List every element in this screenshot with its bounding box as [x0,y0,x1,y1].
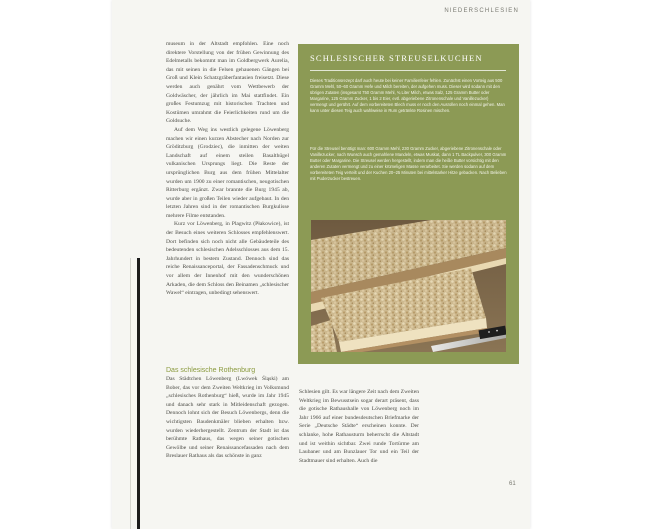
cake-illustration [311,220,506,352]
section-subheading: Das schlesische Rothenburg [166,367,256,374]
body-column-left-bottom [166,375,289,461]
recipe-text-dough [310,78,507,113]
paragraph: Auf dem Weg ins westlich gelegene Löwenberg machen wir einen kurzen Abstecher nach Norden zur Gröditzburg (Grodziec), die inmitten der weiten Landschaft auf einem steilen Basalthügel vulkanischen Ursprungs liegt. Die Reste der ursprünglichen Burg aus dem frühen Mittelalter wurden um 1900 zu einer romantischen, neugotischen Ritterburg ergänzt. Zwar brannte die Burg 1945 ab, wurde aber in großen Teilen wieder aufgebaut. In den letzten Jahren sind in der romantischen Burgkulisse mehrere Filme entstanden. [166,126,289,219]
page-number: 61 [509,481,516,487]
paragraph: museum in der Altstadt empfohlen. Eine noch direktere Vorstellung von der frühen Gewinnung des Edelmetalls bekommt man im Goldbergwerk Aurelia, das mit seinen in die Felsen gehauenen Gängen bei Groß und Klein Schatzgräberfantasien freisetzt. Diese werden auch genährt vom Wettbewerb der Goldwäscher, der jährlich im Mai stattfindet. Ein großes Festumzug mit historischen Trachten und Kostümen umrahmt die Feierlichkeiten rund um die Goldsuche. [166,41,289,125]
paragraph: Das Städtchen Löwenberg (Lwówek Śląski) am Bober, das vor dem Zweiten Weltkrieg im Volksmund „schlesisches Rothenburg“ hieß, wurde im Jahr 1945 und danach sehr stark in Mitleidenschaft gezogen. Dennoch lohnt sich der Besuch Löwenbergs, denn die wichtigsten Baudenkmäler blieben erhalten bzw. wurden wiederhergestellt. Zentrum der Stadt ist das berühmte Rathaus, das wegen seiner gotischen Gewölbe und seiner Renaissancefassaden nach dem Breslauer Rathaus als das schönste in ganz [166,376,289,460]
book-spine-edge [137,258,140,529]
body-column-right-bottom [299,388,419,465]
recipe-box [298,44,519,364]
paragraph: Schlesien gilt. Es war längere Zeit nach dem Zweiten Weltkrieg im Bewusstsein sogar derart präsent, dass die gotische Rathaushalle von Löwenberg noch im Jahr 1966 auf einer bundesdeutschen Briefmarke der Serie „Deutsche Städte“ erscheinen konnte. Der schlanke, hohe Rathausturm beherrscht die Altstadt und ist weithin sichtbar. Zwei runde Tortürme am Laubaner und am Bunzlauer Tor und ein Teil der Stadtmauer sind erhalten. Auch die [299,389,419,464]
body-column-left-top [166,40,289,298]
paragraph: Dieses Traditionsrezept darf auch heute bei keiner Familienfeier fehlen. Zunächst einen Vorteig aus 500 Gramm Mehl, 50–60 Gramm Hefe und Milch bereiten, der aufgehen muss. Dieser wird sodann mit den übrigen Zutaten (insgesamt 750 Gramm Mehl, ¾ Liter Milch, etwas Salz, 125 Gramm Butter oder Margarine, 125 Gramm Zucker, 1 bis 2 Eier, evtl. abgeriebene Zitronenschale und Vanillezucker) vermengt und gerührt. Auf dem vorbereiteten Blech muss er noch den Ausrollen noch einmal gehen. Man kann unter diesen Teig auch wahlweise in Rum getränkte Rosinen mischen. [310,78,505,113]
paragraph: Kurz vor Löwenberg, in Plagwitz (Płakowice), ist der Besuch eines weiteren Schlosses empfehlenswert. Dort befinden sich noch nicht alle Gebäudeteile des bedeutenden schlesischen Adelsschlosses aus dem 15. Jahrhundert in bestem Zustand. Dennoch sind das reiche Renaissanceportal, der Fassadenschmuck und vor allem der Innenhof mit den wunderschönen Arkaden, die dem Schloss den Beinamen „schlesischer Wawel“ eintragen, unbedingt sehenswert. [166,221,289,297]
running-header: NIEDERSCHLESIEN [444,8,519,14]
paragraph: Für die Streusel benötigt man: 600 Gramm Mehl, 230 Gramm Zucker, abgeriebene Zitronenschale oder Vanillezucker, nach Wunsch auch gemahlene Mandeln, etwas Muskat, dann 1 TL Backpulver, 300 Gramm Butter oder Margarine. Die Streusel werden hergestellt, indem man die heiße Butter vorsichtig mit den anderen Zutaten vermengt und zu einer krümeligen Masse verarbeitet. Sie werden sodann auf dem vorbereiteten Teig verteilt und der Kuchen 20–25 Minuten bei mittelstarker Hitze gebacken. Nach Belieben mit Puderzucker bestreuen. [310,146,507,181]
recipe-title-rule [310,70,506,71]
recipe-title: SCHLESISCHER STREUSELKUCHEN [310,53,483,63]
streuselkuchen-photo [311,220,506,352]
page-edge-line [130,258,131,529]
recipe-text-streusel [310,146,507,181]
